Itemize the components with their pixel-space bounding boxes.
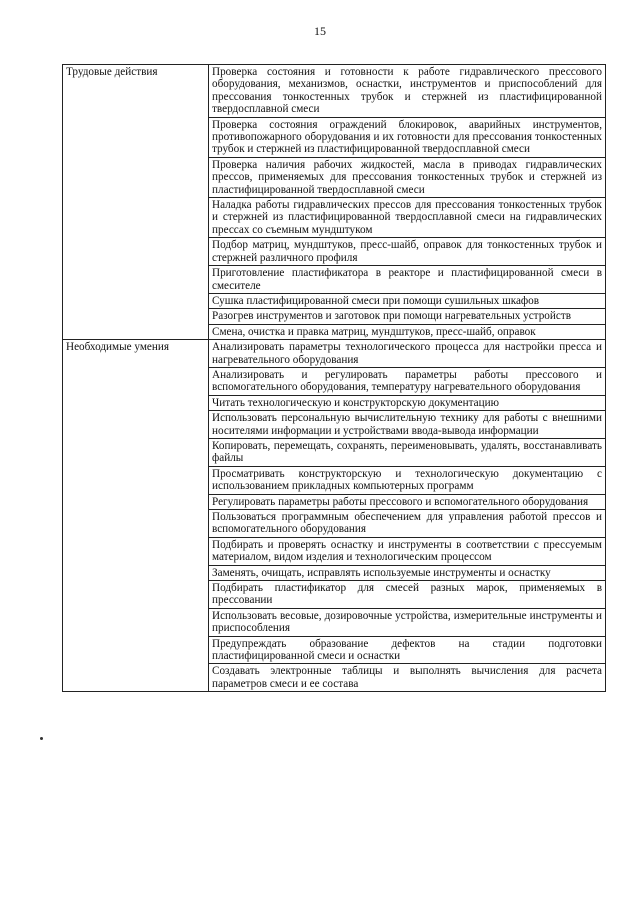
table-cell: Просматривать конструкторскую и технологическую документацию с использованием прикладных компьютерных программ [209,466,606,494]
table-cell: Наладка работы гидравлических прессов для прессования тонкостенных трубок и стержней из пластифицированной твердосплавной смеси на гидравлических прессах со съемным мундштуком [209,198,606,238]
table-cell: Пользоваться программным обеспечением для управления работой прессов и вспомогательного оборудования [209,510,606,538]
section-label: Трудовые действия [63,65,209,340]
stray-mark [40,737,43,740]
table-cell: Сушка пластифицированной смеси при помощи сушильных шкафов [209,293,606,308]
requirements-table [62,64,606,692]
table-cell: Подбор матриц, мундштуков, пресс-шайб, оправок для тонкостенных трубок и стержней различного профиля [209,238,606,266]
table-cell: Читать технологическую и конструкторскую документацию [209,395,606,410]
table-cell: Анализировать параметры технологического процесса для настройки пресса и нагревательного оборудования [209,340,606,368]
table-cell: Проверка состояния ограждений блокировок, аварийных инструментов, противопожарного оборудования и их готовности для прессования тонкостенных трубок и стержней из пластифицированной твердосплавной смеси [209,117,606,157]
table-cell: Использовать персональную вычислительную технику для работы с внешними носителями информации и устройствами ввода-вывода информации [209,411,606,439]
table-cell: Разогрев инструментов и заготовок при помощи нагревательных устройств [209,309,606,324]
section-label: Необходимые умения [63,340,209,692]
table-row [63,340,606,368]
table-cell: Создавать электронные таблицы и выполнять вычисления для расчета параметров смеси и ее состава [209,664,606,692]
table-cell: Копировать, перемещать, сохранять, переименовывать, удалять, восстанавливать файлы [209,438,606,466]
table-cell: Предупреждать образование дефектов на стадии подготовки пластифицированной смеси и оснастки [209,636,606,664]
table-cell: Регулировать параметры работы прессового и вспомогательного оборудования [209,494,606,509]
table-cell: Подбирать пластификатор для смесей разных марок, применяемых в прессовании [209,581,606,609]
table-cell: Анализировать и регулировать параметры работы прессового и вспомогательного оборудования, температуру нагревательного оборудования [209,367,606,395]
table-cell: Использовать весовые, дозировочные устройства, измерительные инструменты и приспособления [209,608,606,636]
table-cell: Заменять, очищать, исправлять используемые инструменты и оснастку [209,565,606,580]
table-row [63,65,606,118]
requirements-table-body [63,65,606,692]
table-cell: Смена, очистка и правка матриц, мундштуков, пресс-шайб, оправок [209,324,606,339]
table-cell: Приготовление пластификатора в реакторе и пластифицированной смеси в смесителе [209,266,606,294]
table-cell: Подбирать и проверять оснастку и инструменты в соответствии с прессуемым материалом, видом изделия и технологическим процессом [209,537,606,565]
page-number: 15 [314,24,326,38]
table-cell: Проверка состояния и готовности к работе гидравлического прессового оборудования, механизмов, оснастки, инструментов и приспособлений для прессования тонкостенных трубок и стержней из пластифицированной твердосплавной смеси [209,65,606,118]
table-cell: Проверка наличия рабочих жидкостей, масла в приводах гидравлических прессов, применяемых для прессования тонкостенных трубок и стержней из пластифицированной твердосплавной смеси [209,157,606,197]
